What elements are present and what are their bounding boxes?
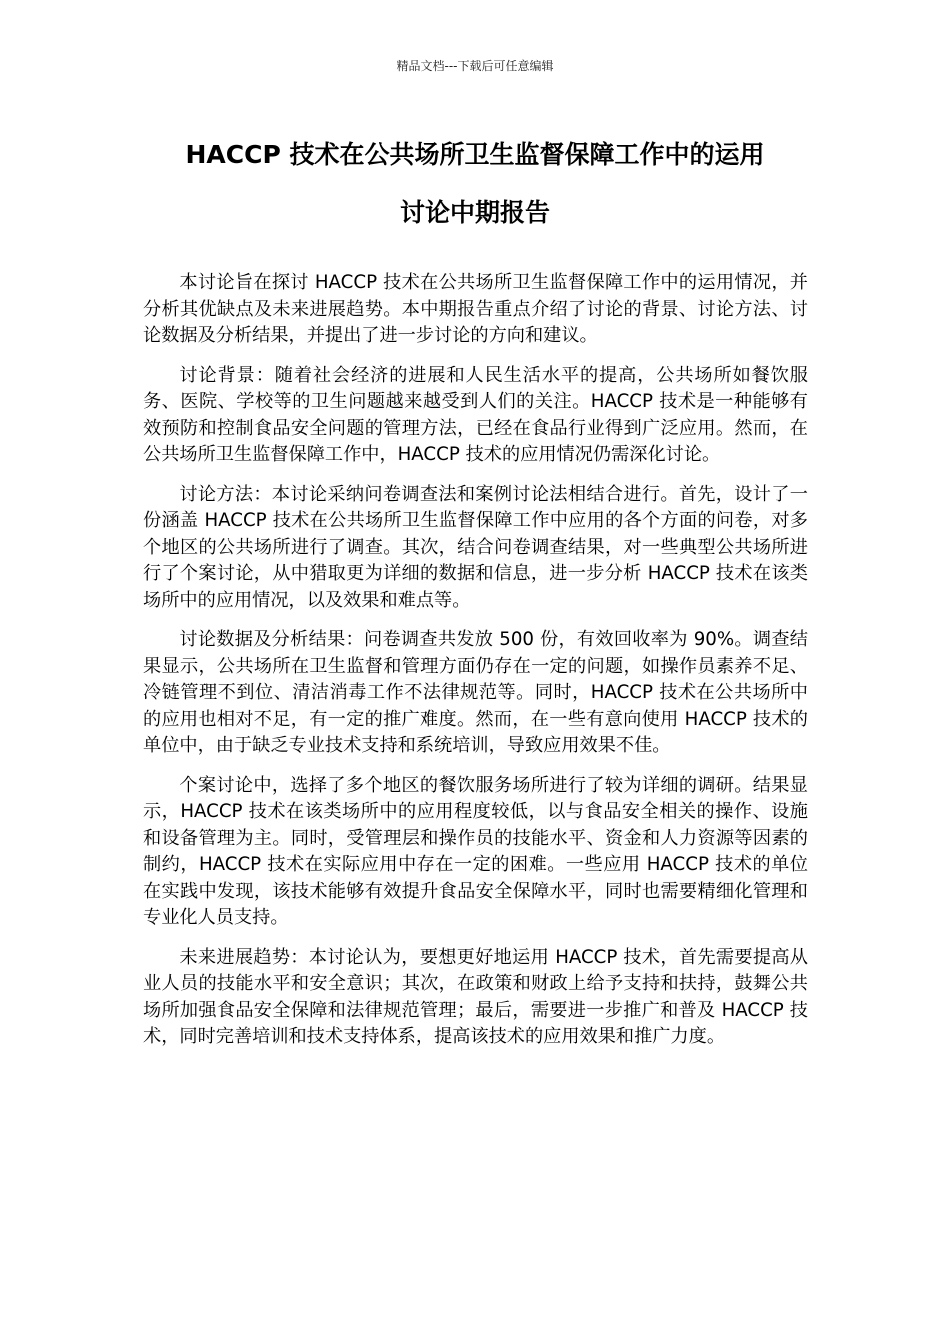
paragraph-intro: 本讨论旨在探讨 HACCP 技术在公共场所卫生监督保障工作中的运用情况，并分析其优缺点及未来进展趋势。本中期报告重点介绍了讨论的背景、讨论方法、讨论数据及分析结果，并提出了进一步讨论的方向和建议。	[143, 272, 808, 346]
paragraph-future-trends: 未来进展趋势：本讨论认为，要想更好地运用 HACCP 技术，首先需要提高从业人员的技能水平和安全意识；其次，在政策和财政上给予支持和扶持，鼓舞公共场所加强食品安全保障和法律规范管理；最后，需要进一步推广和普及 HACCP 技术，同时完善培训和技术支持体系，提高该技术的应用效果和推广力度。	[143, 946, 808, 1047]
paragraph-background: 讨论背景：随着社会经济的进展和人民生活水平的提高，公共场所如餐饮服务、医院、学校等的卫生问题越来越受到人们的关注。HACCP 技术是一种能够有效预防和控制食品安全问题的管理方法，已经在食品行业得到广泛应用。然而，在公共场所卫生监督保障工作中，HACCP 技术的应用情况仍需深化讨论。	[143, 364, 808, 465]
document-body	[143, 270, 808, 1064]
paragraph-data-analysis: 讨论数据及分析结果：问卷调查共发放 500 份，有效回收率为 90%。调查结果显示，公共场所在卫生监督和管理方面仍存在一定的问题，如操作员素养不足、冷链管理不到位、清洁消毒工作不法律规范等。同时，HACCP 技术在公共场所中的应用也相对不足，有一定的推广难度。然而，在一些有意向使用 HACCP 技术的单位中，由于缺乏专业技术支持和系统培训，导致应用效果不佳。	[143, 629, 808, 756]
document-title-line-2: 讨论中期报告	[399, 198, 550, 227]
paragraph-case-study: 个案讨论中，选择了多个地区的餐饮服务场所进行了较为详细的调研。结果显示，HACCP 技术在该类场所中的应用程度较低，以与食品安全相关的操作、设施和设备管理为主。同时，受管理层和操作员的技能水平、资金和人力资源等因素的制约，HACCP 技术在实际应用中存在一定的困难。一些应用 HACCP 技术的单位在实践中发现，该技术能够有效提升食品安全保障水平，同时也需要精细化管理和专业化人员支持。	[143, 774, 808, 928]
paragraph-method: 讨论方法：本讨论采纳问卷调查法和案例讨论法相结合进行。首先，设计了一份涵盖 HACCP 技术在公共场所卫生监督保障工作中应用的各个方面的问卷，对多个地区的公共场所进行了调查。其次，结合问卷调查结果，对一些典型公共场所进行了个案讨论，从中猎取更为详细的数据和信息，进一步分析 HACCP 技术在该类场所中的应用情况，以及效果和难点等。	[143, 483, 808, 611]
header-note: 精品文档---下载后可任意编辑	[396, 59, 554, 73]
document-title-line-1: HACCP 技术在公共场所卫生监督保障工作中的运用	[185, 140, 765, 169]
